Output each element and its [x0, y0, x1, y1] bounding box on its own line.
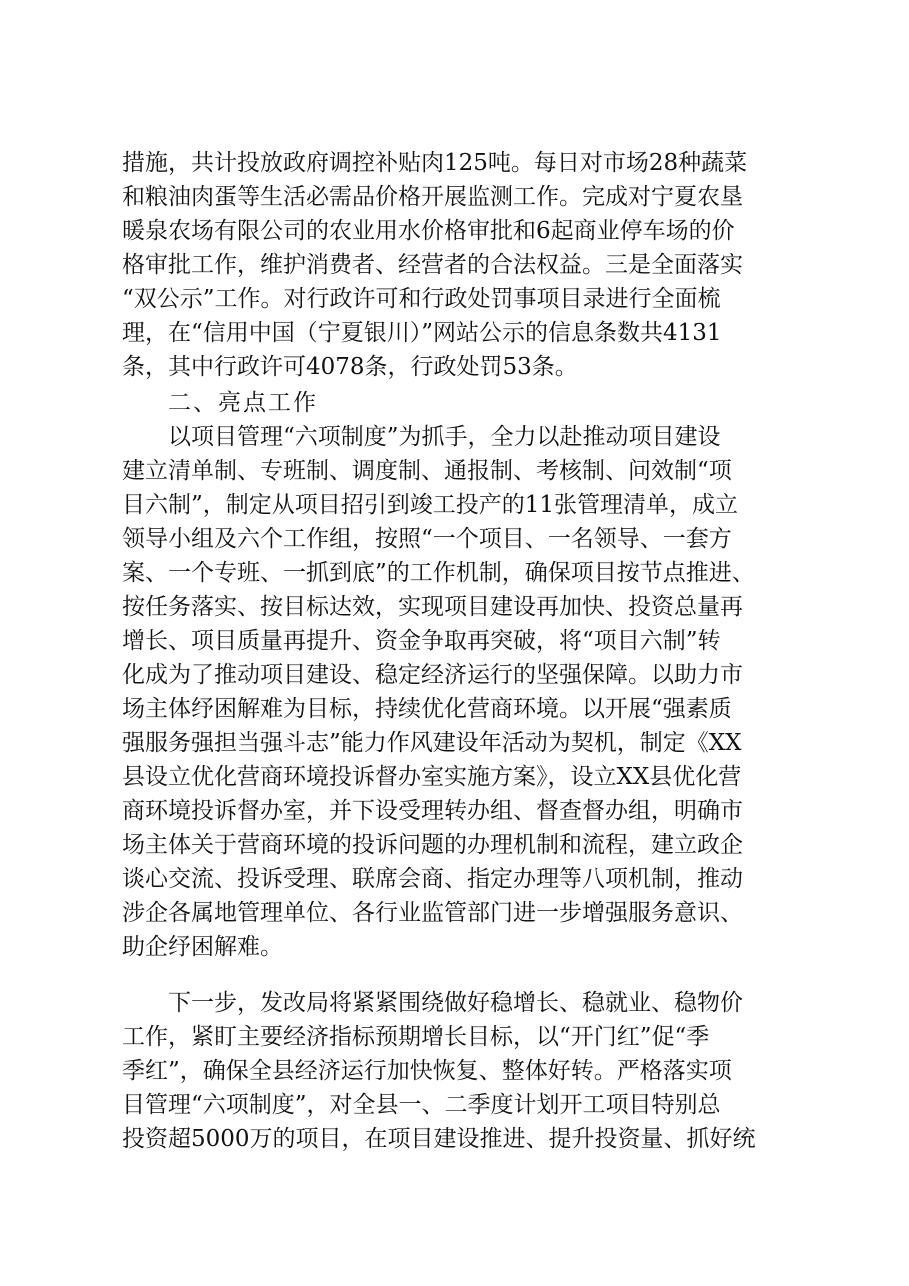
- paragraph-line: 案、一个专班、一抓到底”的工作机制，确保项目按节点推进、: [122, 560, 755, 586]
- paragraph-line: 目六制”，制定从项目招引到竣工投产的11张管理清单，成立: [122, 492, 739, 518]
- paragraph-line: 场主体关于营商环境的投诉问题的办理机制和流程，建立政企: [122, 832, 743, 858]
- paragraph-line: 暖泉农场有限公司的农业用水价格审批和6起商业停车场的价: [122, 218, 735, 244]
- paragraph-line: 条，其中行政许可4078条，行政处罚53条。: [122, 354, 578, 380]
- paragraph-line: “双公示”工作。对行政许可和行政处罚事项目录进行全面梳: [122, 286, 721, 312]
- section-heading: 二、亮点工作: [168, 390, 318, 416]
- paragraph-line: 领导小组及六个工作组，按照“一个项目、一名领导、一套方: [122, 526, 732, 552]
- paragraph-line: 季红”，确保全县经济运行加快恢复、整体好转。严格落实项: [122, 1058, 732, 1084]
- paragraph-line: 场主体纾困解难为目标，持续优化营商环境。以开展“强素质: [122, 696, 732, 722]
- paragraph-line: 增长、项目质量再提升、资金争取再突破，将“项目六制”转: [122, 628, 721, 654]
- paragraph-line: 助企纾困解难。: [122, 934, 283, 960]
- paragraph-line: 措施，共计投放政府调控补贴肉125吨。每日对市场28种蔬菜: [122, 150, 748, 176]
- paragraph-line: 强服务强担当强斗志”能力作风建设年活动为契机，制定《XX: [122, 730, 742, 756]
- paragraph-line: 县设立优化营商环境投诉督办室实施方案》，设立XX县优化营: [122, 764, 742, 790]
- paragraph-line: 商环境投诉督办室，并下设受理转办组、督查督办组，明确市: [122, 798, 743, 824]
- paragraph-line: 格审批工作，维护消费者、经营者的合法权益。三是全面落实: [122, 252, 743, 278]
- paragraph-line: 投资超5000万的项目，在项目建设推进、提升投资量、抓好统: [122, 1126, 756, 1152]
- paragraph-line: 下一步，发改局将紧紧围绕做好稳增长、稳就业、稳物价: [168, 990, 743, 1016]
- paragraph-line: 目管理“六项制度”，对全县一、二季度计划开工项目特别总: [122, 1092, 721, 1118]
- paragraph-line: 化成为了推动项目建设、稳定经济运行的坚强保障。以助力市: [122, 662, 743, 688]
- paragraph-line: 以项目管理“六项制度”为抓手，全力以赴推动项目建设: [168, 424, 721, 450]
- paragraph-line: 理，在“信用中国（宁夏银川）”网站公示的信息条数共4131: [122, 320, 722, 346]
- paragraph-line: 按任务落实、按目标达效，实现项目建设再加快、投资总量再: [122, 594, 743, 620]
- paragraph-line: 涉企各属地管理单位、各行业监管部门进一步增强服务意识、: [122, 900, 743, 926]
- paragraph-line: 建立清单制、专班制、调度制、通报制、考核制、问效制“项: [122, 458, 732, 484]
- paragraph-line: 谈心交流、投诉受理、联席会商、指定办理等八项机制，推动: [122, 866, 743, 892]
- paragraph-line: 工作，紧盯主要经济指标预期增长目标，以“开门红”促“季: [122, 1024, 710, 1050]
- paragraph-line: 和粮油肉蛋等生活必需品价格开展监测工作。完成对宁夏农垦: [122, 184, 743, 210]
